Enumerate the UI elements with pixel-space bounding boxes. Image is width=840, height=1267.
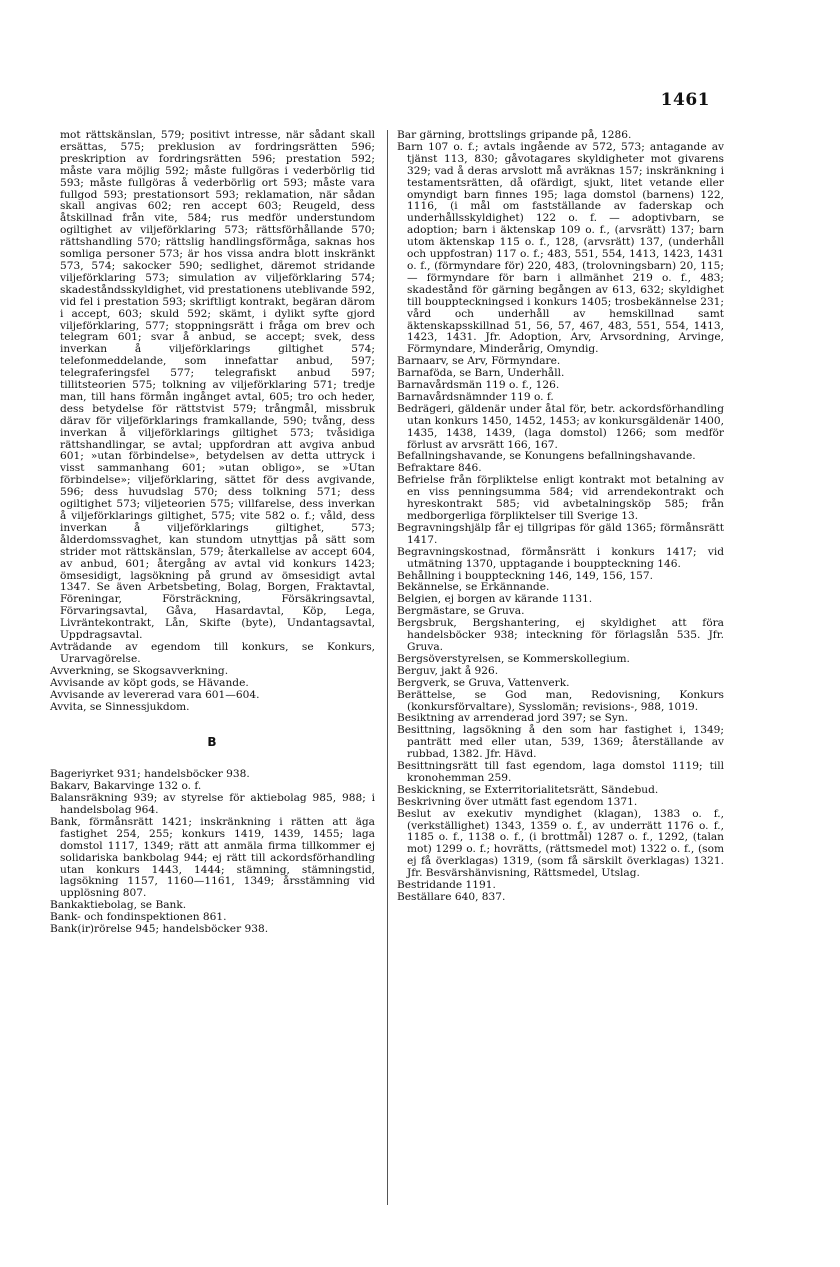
index-entry: Beskrivning över utmätt fast egendom 1371.: [397, 795, 638, 808]
index-entry: Barnavårdsnämnder 119 o. f.: [397, 390, 554, 403]
index-entry: Befrielse från förpliktelse enligt kontrakt mot betalning av en viss penningsumma 584; vid arrendekontrakt och hyreskontrakt 585; vid avbetalningsköp 585; från medborgerliga förpliktelser till Sverige 13.: [397, 474, 724, 522]
index-column-left: [50, 130, 375, 936]
index-entry: Bedrägeri, gäldenär under åtal för, betr. ackordsförhandling utan konkurs 1450, 1452, 1453; av konkursgäldenär 1400, 1435, 1438, 1439, (laga domstol) 1266; som medför förlust av arvsrätt 166, 167.: [397, 402, 724, 451]
column-divider: [387, 130, 388, 1205]
index-entry: Bar gärning, brottslings gripande på, 1286.: [397, 129, 632, 141]
index-entry: Balansräkning 939; av styrelse för aktiebolag 985, 988; i handelsbolag 964.: [50, 792, 375, 817]
index-entry: Avverkning, se Skogsavverkning.: [50, 664, 229, 677]
page-number: 1461: [660, 90, 710, 110]
index-entry: Belgien, ej borgen av kärande 1131.: [397, 593, 593, 606]
index-entry: Besiktning av arrenderad jord 397; se Syn.: [397, 712, 629, 725]
index-entry: Befraktare 846.: [397, 462, 482, 475]
index-entry: Beskickning, se Exterritorialitetsrätt, Sändebud.: [397, 783, 659, 796]
index-entry: Barn 107 o. f.; avtals ingående av 572, 573; antagande av tjänst 113, 830; gåvotagares skyldigheter mot givarens 329; vad å deras arvslott må avräknas 157; inskränkning i testamentsrätten, då ofärdigt, sjukt, litet vetande eller omyndigt barn finnes 195; laga domstol (barnens) 122, 1116, (i mål om fastställande av faderskap och underhållsskyldighet) 122 o. f. — adoptivbarn, se adoption; barn i äktenskap 109 o. f., (arvsrätt) 137; barn utom äktenskap 115 o. f., 128, (arvsrätt) 137, (underhåll och uppfostran) 117 o. f.; 483, 551, 554, 1413, 1423, 1431 o. f., (förmyndare för) 220, 483, (trolovningsbarn) 20, 115; — förmyndare för barn i allmänhet 219 o. f., 483; skadestånd för gärning begången av 613, 632; skyldighet till bouppteckningsed i konkurs 1405; trosbekännelse 231; vård och underhåll av hemskillnad samt äktenskapsskillnad 51, 56, 57, 467, 483, 551, 554, 1413, 1423, 1431. Jfr. Adoption, Arv, Arvsordning, Arvinge, Förmyndare, Minderårig, Omyndig.: [397, 140, 724, 356]
index-entry: Behållning i bouppteckning 146, 149, 156, 157.: [397, 569, 653, 582]
index-entry: Bankaktiebolag, se Bank.: [50, 899, 187, 912]
index-entry: Besittning, lagsökning å den som har fastighet i, 1349; panträtt med eller utan, 539, 1369; återställande av rubbad, 1382. Jfr. Hävd.: [397, 724, 724, 761]
index-entry: Bergsbruk, Bergshantering, ej skyldighet att föra handelsböcker 938; inteckning för förlagslån 535. Jfr. Gruva.: [397, 617, 724, 653]
index-entry: Bergverk, se Gruva, Vattenverk.: [397, 676, 570, 689]
index-entry: Avträdande av egendom till konkurs, se Konkurs, Urarvagörelse.: [50, 640, 375, 665]
index-entry: mot rättskänslan, 579; positivt intresse, när sådant skall ersättas, 575; preklusion av fordringsrätten 596; preskription av fordringsrätten 596; prestation 592; måste vara möjlig 592; måste fullgöras i vederbörlig tid 593; måste fullgöras å vederbörlig ort 593; måste vara fullgod 593; prestationsort 593; reklamation, när sådan skall angivas 602; ren accept 603; Reugeld, dess åtskillnad från vite, 584; rus medför understundom ogiltighet av viljeförklaring 573; rättsförhållande 570; rättshandling 570; rättslig handlingsförmåga, saknas hos somliga personer 573; är hos vissa andra blott inskränkt 573, 574; sakocker 590; sedlighet, däremot stridande viljeförklaring 573; simulation av viljeförklaring 574; skadeståndsskyldighet, vid prestationens uteblivande 592, vid fel i prestation 593; skriftligt kontrakt, begäran därom i accept, 603; skuld 592; skämt, i dylikt syfte gjord viljeförklaring, 577; stoppningsrätt i fråga om brev och telegram 601; svar å anbud, se accept; svek, dess inverkan å viljeförklarings giltighet 574; telefonmeddelande, som innefattar anbud, 597; telegraferingsfel 577; telegrafiskt anbud 597; tillitsteorien 575; tolkning av viljeförklaring 571; tredje man, till hans förmån ingånget avtal, 605; tro och heder, dess betydelse för rättstvist 579; trångmål, missbruk därav för viljeförklarings framkallande, 590; tvång, dess inverkan å viljeförklarings giltighet 573; tvåsidiga rättshandlingar, se avtal; uppfordran att avgiva anbud 601; »utan förbindelse», betydelsen av detta uttryck i visst sammanhang 601; »utan obligo», se »Utan förbindelse»; viljeförklaring, sättet för dess avgivande, 596; dess huvudslag 570; dess tolkning 571; dess ogiltighet 573; viljeteorien 575; villfarelse, dess inverkan å viljeförklarings giltighet, 575; vite 582 o. f.; våld, dess inverkan å viljeförklarings giltighet, 573; ålderdomssvaghet, kan stundom utnyttjas på sätt som strider mot rättskänslan, 579; återkallelse av accept 604, av anbud, 601; återgång av avtal vid konkurs 1423; ömsesidigt, lagsökning på grund av ömsesidigt avtal 1347. Se även Arbetsbeting, Bolag, Borgen, Fraktavtal, Föreningar, Försträckning, Försäkringsavtal, Förvaringsavtal, Gåva, Hasardavtal, Köp, Lega, Livräntekontrakt, Lån, Skifte (byte), Undantagsavtal, Uppdragsavtal.: [60, 129, 375, 642]
index-entry: Bergmästare, se Gruva.: [397, 605, 525, 618]
index-entry: Avvisande av köpt gods, se Hävande.: [50, 676, 249, 689]
index-entry: Begravningshjälp får ej tillgripas för gäld 1365; förmånsrätt 1417.: [397, 521, 724, 546]
index-entry: Bank, förmånsrätt 1421; inskränkning i rätten att äga fastighet 254, 255; konkurs 1419, 1439, 1455; laga domstol 1117, 1349; rätt att anmäla firma tillkommer ej solidariska bankbolag 944; ej rätt till ackordsförhandling utan konkurs 1443, 1444; stämning, stämningstid, lagsökning 1157, 1160—1161, 1349; årsstämning vid upplösning 807.: [50, 815, 375, 900]
index-entry: Berguv, jakt å 926.: [397, 664, 499, 677]
index-entry: Avvita, se Sinnessjukdom.: [50, 700, 190, 713]
index-entry: Bakarv, Bakarvinge 132 o. f.: [50, 780, 202, 793]
index-entry: Bank- och fondinspektionen 861.: [50, 911, 227, 924]
index-column-right: [397, 130, 724, 904]
index-entry: Bageriyrket 931; handelsböcker 938.: [50, 768, 250, 781]
section-letter-heading: B: [207, 735, 218, 750]
index-entry: Bestridande 1191.: [397, 879, 496, 892]
index-entry: Berättelse, se God man, Redovisning, Konkurs (konkursförvaltare), Sysslomän; revisions-, 988, 1019.: [397, 688, 724, 713]
index-entry: Begravningskostnad, förmånsrätt i konkurs 1417; vid utmätning 1370, upptagande i bouppteckning 146.: [397, 545, 724, 570]
index-entry: Bergsöverstyrelsen, se Kommerskollegium.: [397, 652, 630, 665]
index-entry: Avvisande av levererad vara 601—604.: [50, 688, 260, 701]
index-entry: Besittningsrätt till fast egendom, laga domstol 1119; till kronohemman 259.: [397, 760, 724, 784]
index-entry: Bekännelse, se Erkännande.: [397, 581, 550, 594]
index-entry: Bank(ir)rörelse 945; handelsböcker 938.: [50, 923, 269, 936]
index-entry: Beslut av exekutiv myndighet (klagan), 1383 o. f., (verkställighet) 1343, 1359 o. f., av underrätt 1176 o. f., 1185 o. f., 1138 o. f., (i brottmål) 1287 o. f., 1292, (talan mot) 1299 o. f.; hovrätts, (rättsmedel mot) 1322 o. f., (som ej få överklagas) 1319, (som få särskilt överklagas) 1321. Jfr. Besvärshänvisning, Rättsmedel, Utslag.: [397, 807, 724, 880]
index-entry: Barnaarv, se Arv, Förmyndare.: [397, 355, 561, 368]
index-entry: Befallningshavande, se Konungens befallningshavande.: [397, 450, 696, 463]
index-entry: Barnaföda, se Barn, Underhåll.: [397, 367, 565, 380]
index-entry: Barnavårdsmän 119 o. f., 126.: [397, 379, 560, 392]
index-entry: Beställare 640, 837.: [397, 891, 506, 903]
